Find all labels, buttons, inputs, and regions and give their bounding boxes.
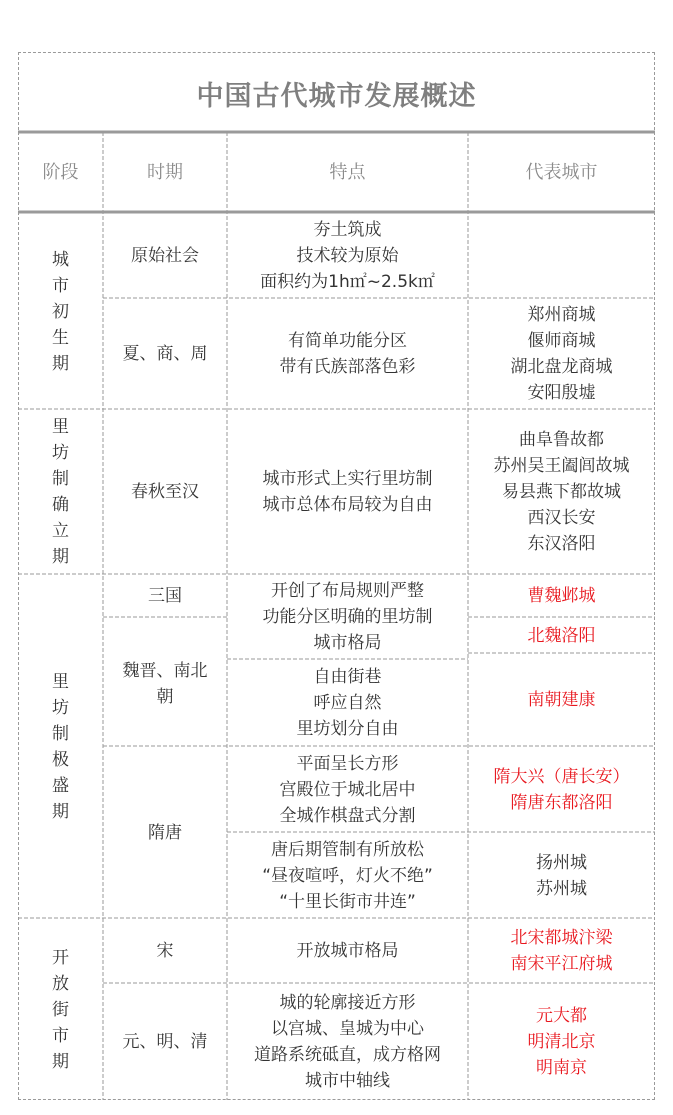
features-yuan-ming-qing <box>227 984 468 1100</box>
header-features: 特点 <box>329 162 366 183</box>
stage-char: 市 <box>52 275 69 296</box>
period-yuan-ming-qing: 元、明、清 <box>122 1032 208 1052</box>
feature-line: 有简单功能分区 <box>288 331 407 351</box>
stage-char: 初 <box>52 301 69 322</box>
feature-line: 开创了布局规则严整 <box>271 581 424 601</box>
cities-xia-shang-zhou <box>468 299 655 409</box>
stage-char: 盛 <box>52 775 69 796</box>
cities-sui-tang-early <box>468 747 655 832</box>
city-name: 北魏洛阳 <box>527 625 596 646</box>
period-sui-tang: 隋唐 <box>148 822 182 843</box>
features-three-kingdoms <box>227 575 468 659</box>
stage-char: 生 <box>52 327 69 348</box>
stage-char: 极 <box>52 749 69 770</box>
stage-char: 制 <box>52 723 69 744</box>
features-sui-tang-early <box>227 747 468 832</box>
city-name: 南宋平江府城 <box>510 954 613 974</box>
city-name: 湖北盘龙商城 <box>510 357 613 377</box>
feature-line: 里坊划分自由 <box>296 719 399 739</box>
feature-line: 开放城市格局 <box>296 941 399 961</box>
feature-line: 城市中轴线 <box>305 1071 390 1091</box>
city-name: 明南京 <box>536 1058 587 1078</box>
stage-urban-origin <box>18 214 103 409</box>
period-wei-jin-nanbei <box>103 618 227 746</box>
period-song: 宋 <box>156 941 174 961</box>
stage-char: 制 <box>52 469 69 489</box>
feature-line: 平面呈长方形 <box>296 753 399 774</box>
city-name: 明清北京 <box>527 1032 596 1052</box>
city-name: 隋唐东都洛阳 <box>510 792 613 813</box>
feature-line: 城的轮廓接近方形 <box>279 993 416 1013</box>
feature-line: 呼应自然 <box>313 693 382 713</box>
stage-char: 市 <box>52 1025 69 1046</box>
page-title: 中国古代城市发展概述 <box>196 80 477 112</box>
cities-spring-autumn-han <box>468 410 655 574</box>
feature-line: 道路系统砥直，成方格网 <box>254 1045 441 1065</box>
stage-lifang-peak <box>18 575 103 918</box>
feature-line: 宫殿位于城北居中 <box>279 779 416 800</box>
period-line: 朝 <box>156 687 174 707</box>
features-xia-shang-zhou <box>227 299 468 409</box>
period-xia-shang-zhou: 夏、商、周 <box>122 344 208 364</box>
city-name: 偃师商城 <box>527 331 596 351</box>
cities-southern-dynasties <box>468 654 655 746</box>
features-sui-tang-late <box>227 833 468 918</box>
feature-line: 全城作棋盘式分割 <box>279 805 416 826</box>
stage-char: 里 <box>52 417 69 437</box>
stage-char: 放 <box>52 973 69 994</box>
header-stage: 阶段 <box>42 162 79 183</box>
feature-line: 以宫城、皇城为中心 <box>271 1019 424 1039</box>
stage-char: 期 <box>52 801 69 822</box>
stage-char: 立 <box>52 521 69 541</box>
stage-char: 开 <box>52 947 69 968</box>
feature-line: 面积约为1h㎡~2.5k㎡ <box>260 272 435 292</box>
stage-lifang-established <box>18 410 103 574</box>
stage-char: 期 <box>52 353 69 374</box>
feature-line: 唐后期管制有所放松 <box>271 839 424 860</box>
stage-char: 期 <box>52 1051 69 1072</box>
stage-char: 坊 <box>52 697 69 718</box>
feature-line: 自由街巷 <box>313 667 382 687</box>
feature-line: 功能分区明确的里坊制 <box>262 607 433 627</box>
city-name: 元大都 <box>536 1006 587 1026</box>
stage-open-market <box>18 919 103 1100</box>
period-primitive: 原始社会 <box>131 246 199 266</box>
cities-yuan-ming-qing <box>468 984 655 1100</box>
stage-char: 里 <box>52 671 69 692</box>
cities-song <box>468 919 655 983</box>
feature-line: 带有氏族部落色彩 <box>279 357 416 377</box>
city-name: 隋大兴（唐长安） <box>493 766 630 787</box>
city-name: 南朝建康 <box>527 690 596 710</box>
features-southern-dynasties <box>227 660 468 746</box>
features-primitive <box>227 214 468 298</box>
feature-line: 城市格局 <box>313 633 382 653</box>
feature-line: 技术较为原始 <box>296 246 399 266</box>
period-three-kingdoms: 三国 <box>148 586 182 606</box>
city-name: 曹魏邺城 <box>527 586 596 606</box>
stage-char: 期 <box>52 547 69 567</box>
cities-primitive <box>468 214 655 298</box>
city-name: 苏州城 <box>536 878 587 899</box>
stage-char: 街 <box>52 999 69 1020</box>
city-name: 东汉洛阳 <box>527 534 596 554</box>
city-name: 扬州城 <box>536 852 587 873</box>
stage-char: 坊 <box>52 443 69 463</box>
period-line: 魏晋、南北 <box>122 661 208 681</box>
feature-line: 城市形式上实行里坊制 <box>262 469 433 489</box>
cities-sui-tang-late <box>468 833 655 918</box>
stage-char: 城 <box>52 249 69 270</box>
city-name: 郑州商城 <box>527 305 596 325</box>
stage-char: 确 <box>52 495 69 515</box>
city-name: 安阳殷墟 <box>527 383 596 403</box>
features-song <box>227 919 468 983</box>
feature-line: 夯土筑成 <box>313 220 382 240</box>
period-spring-autumn-han: 春秋至汉 <box>131 482 199 502</box>
city-name: 北宋都城汴梁 <box>510 928 613 948</box>
city-name: 苏州吴王阖闾故城 <box>493 456 630 476</box>
header-cities: 代表城市 <box>525 162 598 183</box>
city-name: 西汉长安 <box>527 508 596 528</box>
feature-line: 城市总体布局较为自由 <box>262 495 433 515</box>
cities-northern-wei <box>468 618 655 653</box>
city-name: 曲阜鲁故都 <box>519 430 604 450</box>
city-name: 易县燕下都故城 <box>502 482 621 502</box>
feature-line: “十里长街市井连” <box>279 891 416 912</box>
header-period: 时期 <box>147 162 183 183</box>
cities-three-kingdoms <box>468 575 655 617</box>
feature-line: “昼夜喧呼，灯火不绝” <box>262 865 433 886</box>
features-spring-autumn-han <box>227 410 468 574</box>
